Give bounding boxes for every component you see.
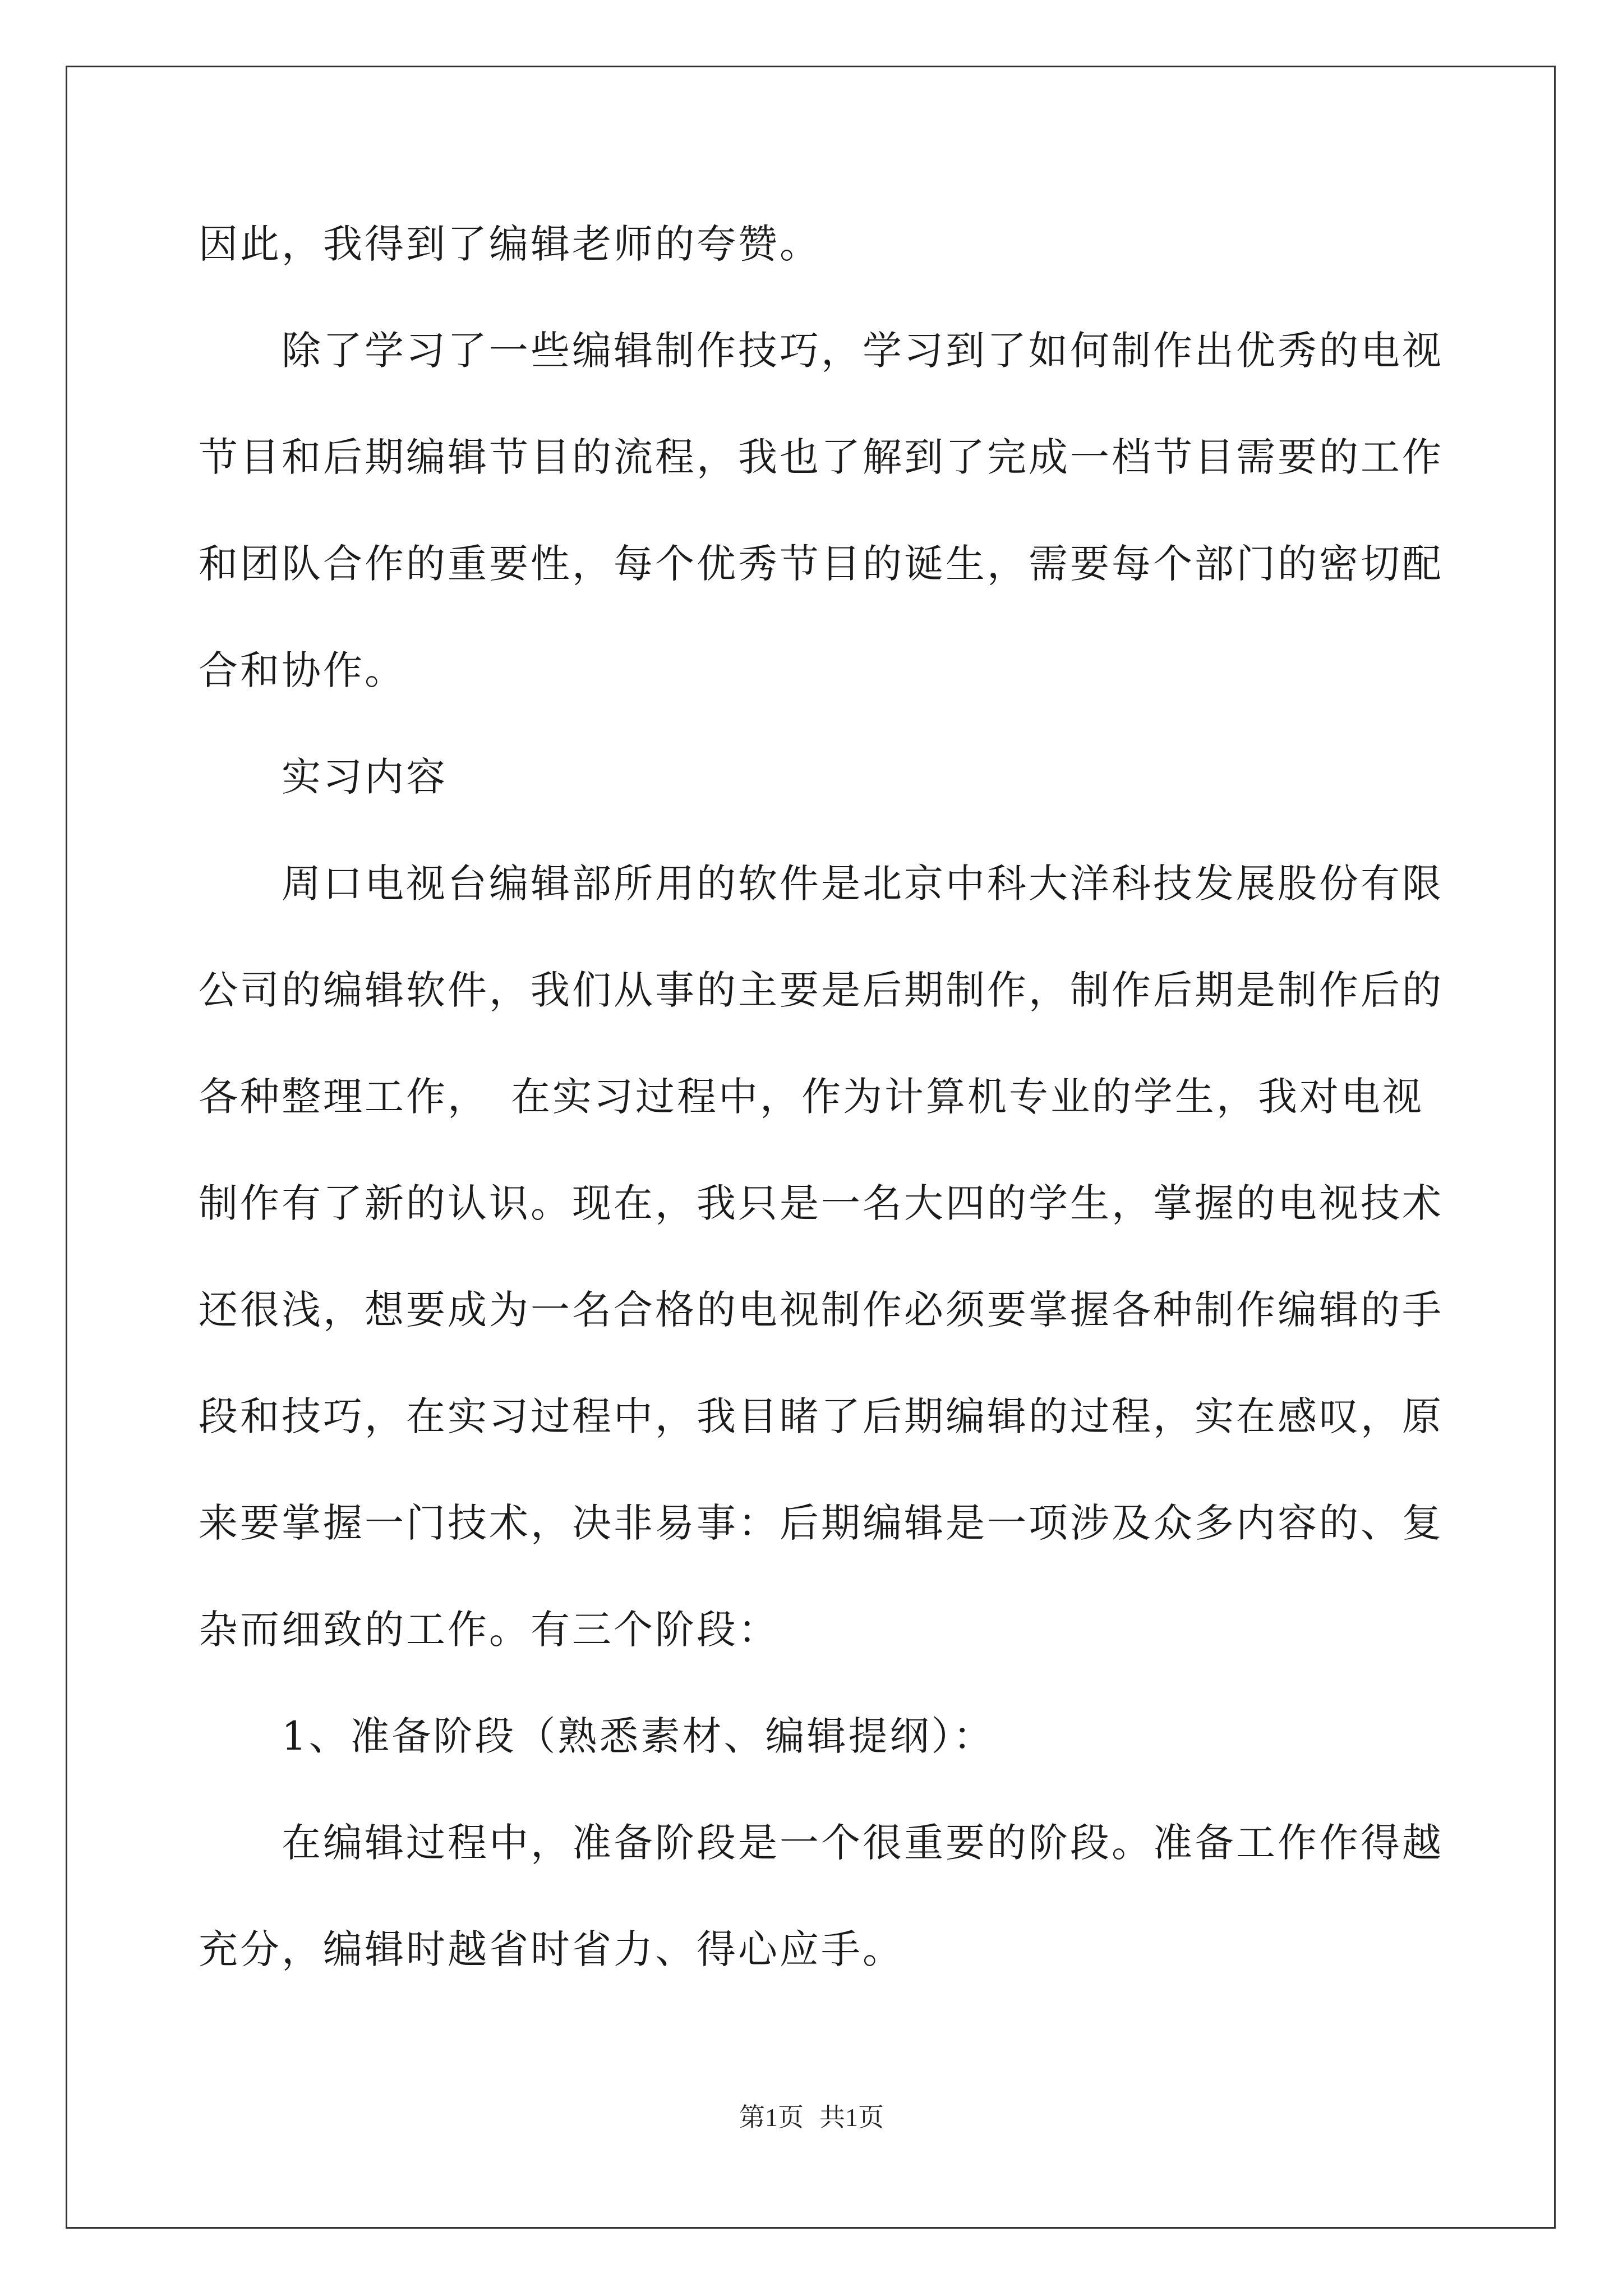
text-line: 公司的编辑软件，我们从事的主要是后期制作，制作后期是制作后的 xyxy=(199,967,1444,1013)
text-line: 充分，编辑时越省时省力、得心应手。 xyxy=(199,1926,904,1972)
page-total: 共1页 xyxy=(819,2103,884,2132)
list-item-heading: 1、准备阶段（熟悉素材、编辑提纲）： xyxy=(282,1713,995,1759)
page-footer xyxy=(0,2097,1623,2134)
text-line: 节目和后期编辑节目的流程，我也了解到了完成一档节目需要的工作 xyxy=(199,434,1444,480)
text-line: 合和协作。 xyxy=(199,647,406,693)
text-line: 因此，我得到了编辑老师的夸赞。 xyxy=(199,221,821,267)
paragraph-start-line: 周口电视台编辑部所用的软件是北京中科大洋科技发展股份有限 xyxy=(282,861,1444,907)
text-line: 杂而细致的工作。有三个阶段： xyxy=(199,1607,780,1653)
text-line: 段和技巧，在实习过程中，我目睹了后期编辑的过程，实在感叹，原 xyxy=(199,1393,1444,1439)
text-line: 来要掌握一门技术，决非易事：后期编辑是一项涉及众多内容的、复 xyxy=(199,1500,1444,1546)
text-line: 和团队合作的重要性，每个优秀节目的诞生，需要每个部门的密切配 xyxy=(199,541,1444,587)
text-line: 制作有了新的认识。现在，我只是一名大四的学生，掌握的电视技术 xyxy=(199,1180,1444,1226)
text-line: 各种整理工作， 在实习过程中，作为计算机专业的学生，我对电视 xyxy=(199,1074,1424,1120)
page-number: 第1页 xyxy=(739,2103,804,2132)
paragraph-start-line: 在编辑过程中，准备阶段是一个很重要的阶段。准备工作作得越 xyxy=(282,1820,1444,1866)
paragraph-start-line: 除了学习了一些编辑制作技巧，学习到了如何制作出优秀的电视 xyxy=(282,328,1444,374)
text-line: 还很浅，想要成为一名合格的电视制作必须要掌握各种制作编辑的手 xyxy=(199,1287,1444,1333)
section-heading: 实习内容 xyxy=(282,754,448,800)
document-body xyxy=(199,202,1444,2014)
